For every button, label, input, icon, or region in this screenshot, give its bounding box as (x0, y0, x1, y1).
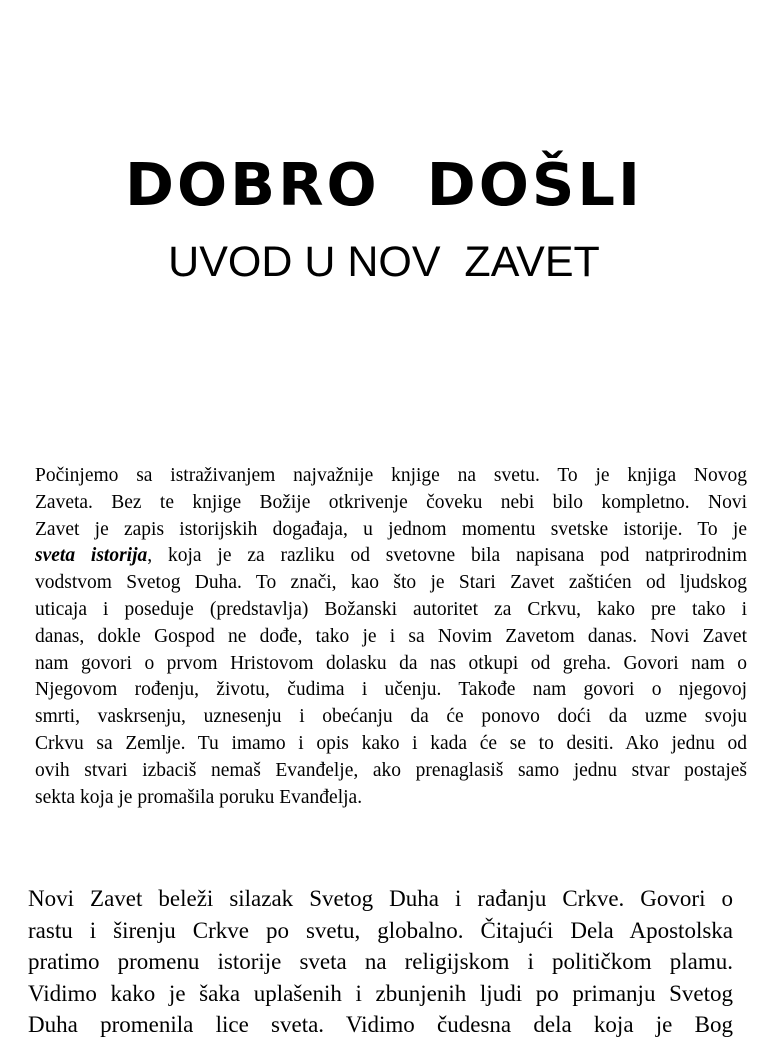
paragraph-line: Duha promenila lice sveta. Vidimo čudesna dela koja je Bog (28, 1012, 733, 1037)
paragraph-line: Vidimo kako je šaka uplašenih i zbunjenih ljudi po primanju Svetog (28, 980, 733, 1006)
paragraph-line (35, 543, 747, 570)
paragraph-line: danas, dokle Gospod ne dođe, tako je i sa Novim Zavetom danas. Novi Zavet (35, 625, 747, 647)
paragraph-line: nam govori o prvom Hristovom dolasku da nas otkupi od greha. Govori nam o (35, 652, 747, 674)
paragraph-line: Zavet je zapis istorijskih događaja, u jednom momentu svetske istorije. To je (35, 518, 747, 540)
paragraph-line: vodstvom Svetog Duha. To znači, kao što je Stari Zavet zaštićen od ljudskog (35, 572, 747, 594)
intro-paragraph (35, 463, 747, 811)
paragraph-line: sekta koja je promašila poruku Evanđelja. (35, 786, 363, 808)
paragraph-line: ovih stvari izbaciš nemaš Evanđelje, ako prenaglasiš samo jednu stvar postaješ (35, 759, 747, 781)
paragraph-line: uticaja i poseduje (predstavlja) Božanski autoritet za Crkvu, kako pre tako i (35, 598, 747, 620)
paragraph-line: Zaveta. Bez te knjige Božije otkrivenje čoveku nebi bilo kompletno. Novi (35, 491, 747, 513)
paragraph-line-text: , koja je za razliku od svetovne bila napisana pod natprirodnim (147, 545, 748, 567)
page-title: DOBRO DOŠLI (125, 150, 643, 219)
paragraph-line: pratimo promenu istorije sveta na religijskom i političkom plamu. (28, 949, 733, 974)
paragraph-line: Crkvu sa Zemlje. Tu imamo i opis kako i kada će se to desiti. Ako jednu od (35, 732, 747, 754)
paragraph-line: rastu i širenju Crkve po svetu, globalno. Čitajući Dela Apostolska (28, 917, 733, 943)
paragraph-line: Novi Zavet beleži silazak Svetog Duha i rađanju Crkve. Govori o (28, 886, 733, 911)
page-subtitle: UVOD U NOV ZAVET (168, 238, 600, 286)
paragraph-line: Njegovom rođenju, životu, čudima i učenju. Takođe nam govori o njegovoj (35, 679, 747, 701)
paragraph-line: Počinjemo sa istraživanjem najvažnije knjige na svetu. To je knjiga Novog (35, 465, 747, 486)
paragraph-line: smrti, vaskrsenju, uznesenju i obećanju da će ponovo doći da uzme svoju (35, 706, 747, 728)
emphasized-phrase: sveta istorija (35, 545, 148, 567)
second-paragraph (28, 883, 733, 1041)
